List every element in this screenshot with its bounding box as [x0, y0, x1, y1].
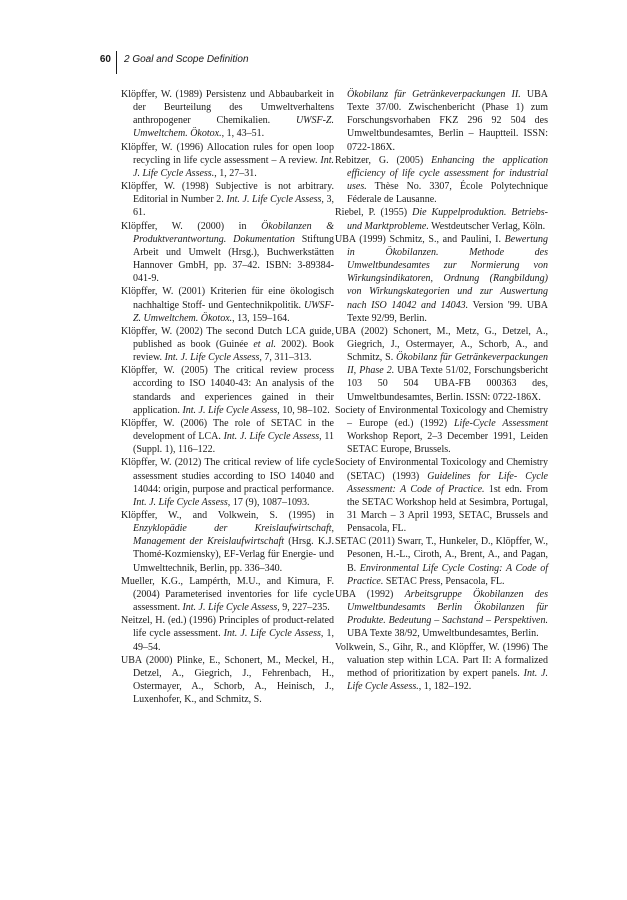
reference-italic-text: Int. J. Life Cycle Assess. — [347, 667, 548, 693]
reference-text: SETAC (2011) Swarr, T., Hunkeler, D., Klöpffer, W., Pesonen, H.-L., Ciroth, A., Brent, A., and Pagan, B. — [335, 536, 548, 574]
reference-entry — [121, 325, 334, 364]
reference-entry — [121, 456, 334, 509]
reference-entry — [335, 233, 548, 325]
reference-text: Rebitzer, G. (2005) — [335, 154, 432, 166]
reference-text: UBA Texte 38/92, Umweltbundesamtes, Berlin. — [347, 628, 539, 640]
reference-entry — [121, 364, 334, 417]
reference-italic-text: Die Kuppelproduktion. Betriebs- und Marktprobleme. — [347, 207, 549, 232]
reference-text: , 1, 182–192. — [418, 681, 472, 693]
reference-text: 1st edn. From the SETAC Workshop held at Sesimbra, Portugal, 31 March – 3 April 1993, SETAC, Brussels and Pensacola, FL. — [347, 483, 549, 535]
reference-text: Society of Environmental Toxicology and Chemistry (SETAC) (1993) — [335, 457, 548, 482]
page-number: 60 — [99, 54, 111, 65]
reference-text: UBA Texte 37/00. Zwischenbericht (Phase 1) zum Forschungsvorhaben FKZ 296 92 504 des Umweltbundesamtes, Berlin – Hauptteil. ISSN: 0722-186X. — [347, 89, 548, 153]
reference-text: 11 (Suppl. 1), 116–122. — [133, 431, 334, 456]
reference-entry — [335, 535, 548, 588]
reference-text: Workshop Report, 2–3 December 1991, Leiden SETAC Europe, Brussels. — [347, 431, 548, 456]
reference-entry — [121, 417, 334, 456]
reference-entry — [121, 654, 334, 707]
reference-entry — [121, 180, 334, 219]
reference-text: Klöpffer, W. (2005) The critical review process according to ISO 14040-43: An analysis of the standards and experiences gained in their application. — [121, 365, 334, 416]
reference-entry — [121, 575, 334, 614]
reference-entry — [335, 325, 548, 404]
reference-text: UBA (1992) — [335, 588, 405, 600]
reference-text: Thèse No. 3307, École Polytechnique Féderale de Lausanne. — [347, 181, 548, 206]
reference-text: 9, 227–235. — [279, 602, 330, 614]
reference-italic-text: Int. J. Life Cycle Assess. — [133, 154, 334, 179]
reference-italic-text: Arbeitsgruppe Ökobilanzen des Umweltbundesamts Berlin Ökobilanzen für Produkte. Bedeutung – Sachstand – Perspektiven. — [347, 588, 548, 627]
reference-text: Klöpffer, W. (2012) The critical review of life cycle assessment studies according to ISO 14040 and 14044: origin, purpose and practical performance. — [121, 457, 334, 495]
reference-text: UBA (1999) Schmitz, S., and Paulini, I. — [335, 233, 505, 245]
reference-text: , 1, 43–51. — [221, 128, 265, 140]
reference-text: Volkwein, S., Gihr, R., and Klöpffer, W. (1996) The valuation step within LCA. Part II: A formalized method of prioritization by expert panels. — [335, 641, 548, 679]
reference-text: Klöpffer, W. (2000) in — [121, 220, 262, 232]
reference-entry — [335, 206, 548, 232]
reference-text: 1, 49–54. — [133, 628, 334, 653]
reference-text: Klöpffer, W. (1989) Persistenz und Abbaubarkeit in der Beurteilung des Umweltverhaltens anthropogener Chemikalien. — [121, 89, 334, 127]
reference-italic-text: Enhancing the application efficiency of life cycle assessment for industrial uses. — [347, 154, 549, 193]
reference-text: Klöpffer, W. (2006) The role of SETAC in the development of LCA. — [121, 417, 334, 443]
reference-entry — [335, 641, 548, 694]
reference-entry — [335, 588, 548, 641]
reference-entry — [121, 614, 334, 653]
reference-entry — [121, 141, 334, 180]
header-divider — [116, 51, 117, 74]
reference-text: UBA Texte 51/02, Forschungsbericht 103 50 504 UBA-FB 000363 des, Umweltbundesamtes, Berlin. ISSN: 0722-186X. — [347, 365, 548, 403]
reference-text: 7, 311–313. — [261, 352, 312, 364]
reference-italic-text: UWSF-Z. Umweltchem. Ökotox. — [133, 115, 334, 140]
reference-entry — [121, 220, 334, 286]
reference-italic-text: Int. J. Life Cycle Assess, — [182, 602, 280, 614]
reference-italic-text: Int. J. Life Cycle Assess, — [164, 352, 262, 364]
reference-text: 3, 61. — [133, 194, 334, 219]
reference-text: Version '99. UBA Texte 92/99, Berlin. — [347, 299, 548, 324]
reference-text: Stiftung Arbeit und Umwelt (Hrsg.), Buchwerkstätten Hannover GmbH, pp. 37–42. ISBN: 3-89384-041-9. — [133, 233, 334, 285]
reference-text: Klöpffer, W. (2001) Kriterien für eine ökologisch nachhaltige Stoff- und Gentechnikpolitik. — [121, 286, 334, 311]
reference-entry — [335, 404, 548, 457]
reference-italic-text: Int. J. Life Cycle Assess, — [226, 194, 324, 206]
reference-italic-text: Int. J. Life Cycle Assess, — [223, 628, 324, 640]
reference-entry — [335, 154, 548, 207]
reference-text: Klöpffer, W., and Volkwein, S. (1995) in — [121, 510, 334, 521]
reference-text: Klöpffer, W. (1996) Allocation rules for open loop recycling in life cycle assessment – A review. — [121, 141, 334, 166]
references-left-column — [121, 88, 334, 706]
reference-text: Westdeutscher Verlag, Köln. — [428, 220, 546, 232]
reference-italic-text: Environmental Life Cycle Costing: A Code of Practice. — [347, 562, 548, 587]
reference-italic-text: Enzyklopädie der Kreislaufwirtschaft, Management der Kreislaufwirtschaft — [133, 523, 334, 548]
reference-italic-text: Int. J. Life Cycle Assess, — [223, 431, 322, 443]
reference-italic-text: Ökobilanz für Getränkeverpackungen II, Phase 2. — [347, 352, 548, 377]
reference-italic-text: Ökobilanzen & Produktverantwortung. Dokumentation — [133, 220, 334, 245]
reference-entry-continued — [335, 88, 548, 154]
reference-italic-text: UWSF- Z. Umweltchem. Ökotox. — [133, 299, 334, 324]
reference-italic-text: et al. — [253, 338, 277, 350]
reference-italic-text: Int. J. Life Cycle Assess, — [182, 404, 280, 416]
reference-text: 10, 98–102. — [279, 404, 330, 416]
reference-text: Klöpffer, W. (2002) The second Dutch LCA guide, published as book (Guinée — [121, 325, 334, 350]
reference-text: 17 (9), 1087–1093. — [230, 496, 310, 508]
reference-text: , 1, 27–31. — [214, 167, 257, 179]
chapter-title: 2 Goal and Scope Definition — [124, 54, 249, 65]
reference-text: Neitzel, H. (ed.) (1996) Principles of product-related life cycle assessment. — [121, 615, 334, 640]
reference-italic-text: Guidelines for Life- Cycle Assessment: A Code of Practice. — [347, 470, 548, 495]
reference-text: Riebel, P. (1955) — [335, 207, 413, 219]
reference-entry — [121, 285, 334, 324]
reference-text: Mueller, K.G., Lampérth, M.U., and Kimura, F. (2004) Parameterised inventories for life cycle assessment. — [121, 575, 334, 614]
reference-text: Society of Environmental Toxicology and Chemistry – Europe (ed.) (1992) — [335, 404, 548, 429]
reference-entry — [121, 88, 334, 141]
reference-entry — [121, 509, 334, 575]
reference-text: Klöpffer, W. (1998) Subjective is not arbitrary. Editorial in Number 2. — [121, 181, 334, 206]
reference-text: UBA (2000) Plinke, E., Schonert, M., Meckel, H., Detzel, A., Giegrich, J., Fehrenbach, H., Ostermayer, A., Schorb, A., Heinisch, J., Luxenhofer, K., and Schmitz, S. — [121, 654, 334, 706]
reference-text: (Hrsg. K.J. Thomé-Kozmiensky), EF-Verlag für Energie- und Umwelttechnik, Berlin, pp. 336–340. — [133, 536, 334, 574]
reference-italic-text: Bewertung in Ökobilanzen. Methode des Umweltbundesamtes zur Normierung von Wirkungsindikatoren, Ordnung (Rangbildung) von Wirkungskategorien und zur Auswertung nach ISO 14042 and 14043. — [347, 233, 548, 311]
reference-text: , 13, 159–164. — [232, 312, 290, 324]
reference-text: SETAC Press, Pensacola, FL. — [383, 575, 505, 587]
reference-italic-text: Life-Cycle Assessment — [454, 417, 548, 429]
reference-text: 2002). Book review. — [133, 338, 334, 364]
reference-text: UBA (2002) Schonert, M., Metz, G., Detzel, A., Giegrich, J., Ostermayer, A., Schorb, A., and Schmitz, S. — [335, 325, 548, 364]
references-right-column — [335, 88, 548, 693]
reference-italic-text: Ökobilanz für Getränkeverpackungen II. — [347, 89, 521, 100]
reference-entry — [335, 456, 548, 535]
reference-italic-text: Int. J. Life Cycle Assess, — [133, 496, 231, 508]
